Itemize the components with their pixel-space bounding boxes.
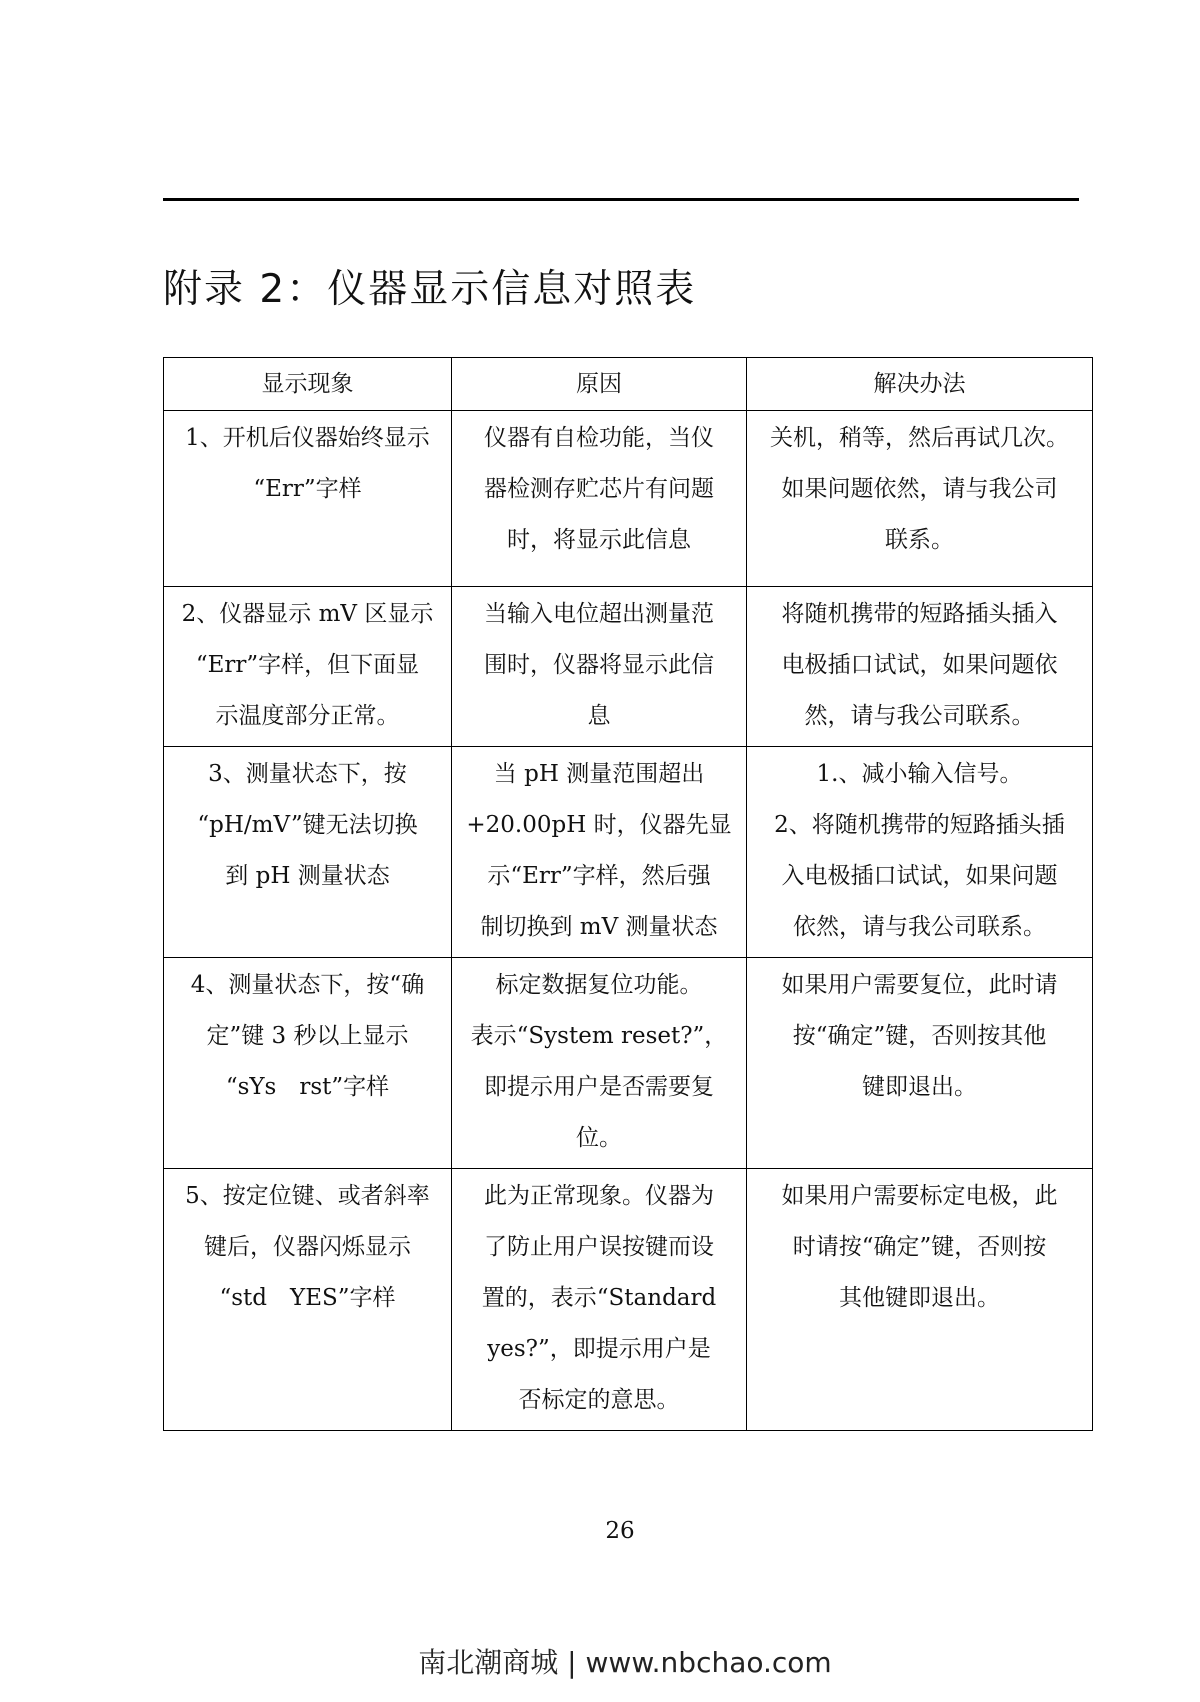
solution-cell: 如果用户需要标定电极，此 时请按“确定”键，否则按 其他键即退出。 xyxy=(747,1169,1093,1431)
header-rule xyxy=(163,198,1079,201)
solution-cell: 如果用户需要复位，此时请 按“确定”键，否则按其他 键即退出。 xyxy=(747,958,1093,1169)
phenomenon-cell: 2、仪器显示 mV 区显示 “Err”字样，但下面显 示温度部分正常。 xyxy=(164,587,452,747)
solution-cell: 将随机携带的短路插头插入 电极插口试试，如果问题依 然，请与我公司联系。 xyxy=(747,587,1093,747)
table-row xyxy=(164,958,1093,1169)
table-row xyxy=(164,1169,1093,1431)
cause-cell: 仪器有自检功能，当仪 器检测存贮芯片有问题 时，将显示此信息 xyxy=(452,411,747,587)
solution-cell: 1.、减小输入信号。 2、将随机携带的短路插头插 入电极插口试试，如果问题 依然，请与我公司联系。 xyxy=(747,747,1093,958)
display-info-table xyxy=(163,357,1093,1431)
cause-cell: 此为正常现象。仪器为 了防止用户误按键而设 置的，表示“Standard yes?”，即提示用户是 否标定的意思。 xyxy=(452,1169,747,1431)
table-row xyxy=(164,411,1093,587)
table-row xyxy=(164,587,1093,747)
phenomenon-cell: 5、按定位键、或者斜率 键后，仪器闪烁显示 “std YES”字样 xyxy=(164,1169,452,1431)
cause-cell: 当输入电位超出测量范 围时，仪器将显示此信 息 xyxy=(452,587,747,747)
page-number: 26 xyxy=(605,1518,635,1544)
column-header-solution: 解决办法 xyxy=(747,358,1093,411)
phenomenon-cell: 3、测量状态下，按 “pH/mV”键无法切换 到 pH 测量状态 xyxy=(164,747,452,958)
phenomenon-cell: 1、开机后仪器始终显示 “Err”字样 xyxy=(164,411,452,587)
table-header-row xyxy=(164,358,1093,411)
solution-cell: 关机，稍等，然后再试几次。 如果问题依然，请与我公司 联系。 xyxy=(747,411,1093,587)
page-title: 附录 2：仪器显示信息对照表 xyxy=(163,267,697,312)
cause-cell: 标定数据复位功能。 表示“System reset?”， 即提示用户是否需要复 位。 xyxy=(452,958,747,1169)
footer-watermark: 南北潮商城 | www.nbchao.com xyxy=(418,1646,832,1679)
column-header-phenomenon: 显示现象 xyxy=(164,358,452,411)
phenomenon-cell: 4、测量状态下，按“确 定”键 3 秒以上显示 “sYs rst”字样 xyxy=(164,958,452,1169)
column-header-cause: 原因 xyxy=(452,358,747,411)
table-row xyxy=(164,747,1093,958)
cause-cell: 当 pH 测量范围超出 +20.00pH 时，仪器先显 示“Err”字样，然后强 制切换到 mV 测量状态 xyxy=(452,747,747,958)
